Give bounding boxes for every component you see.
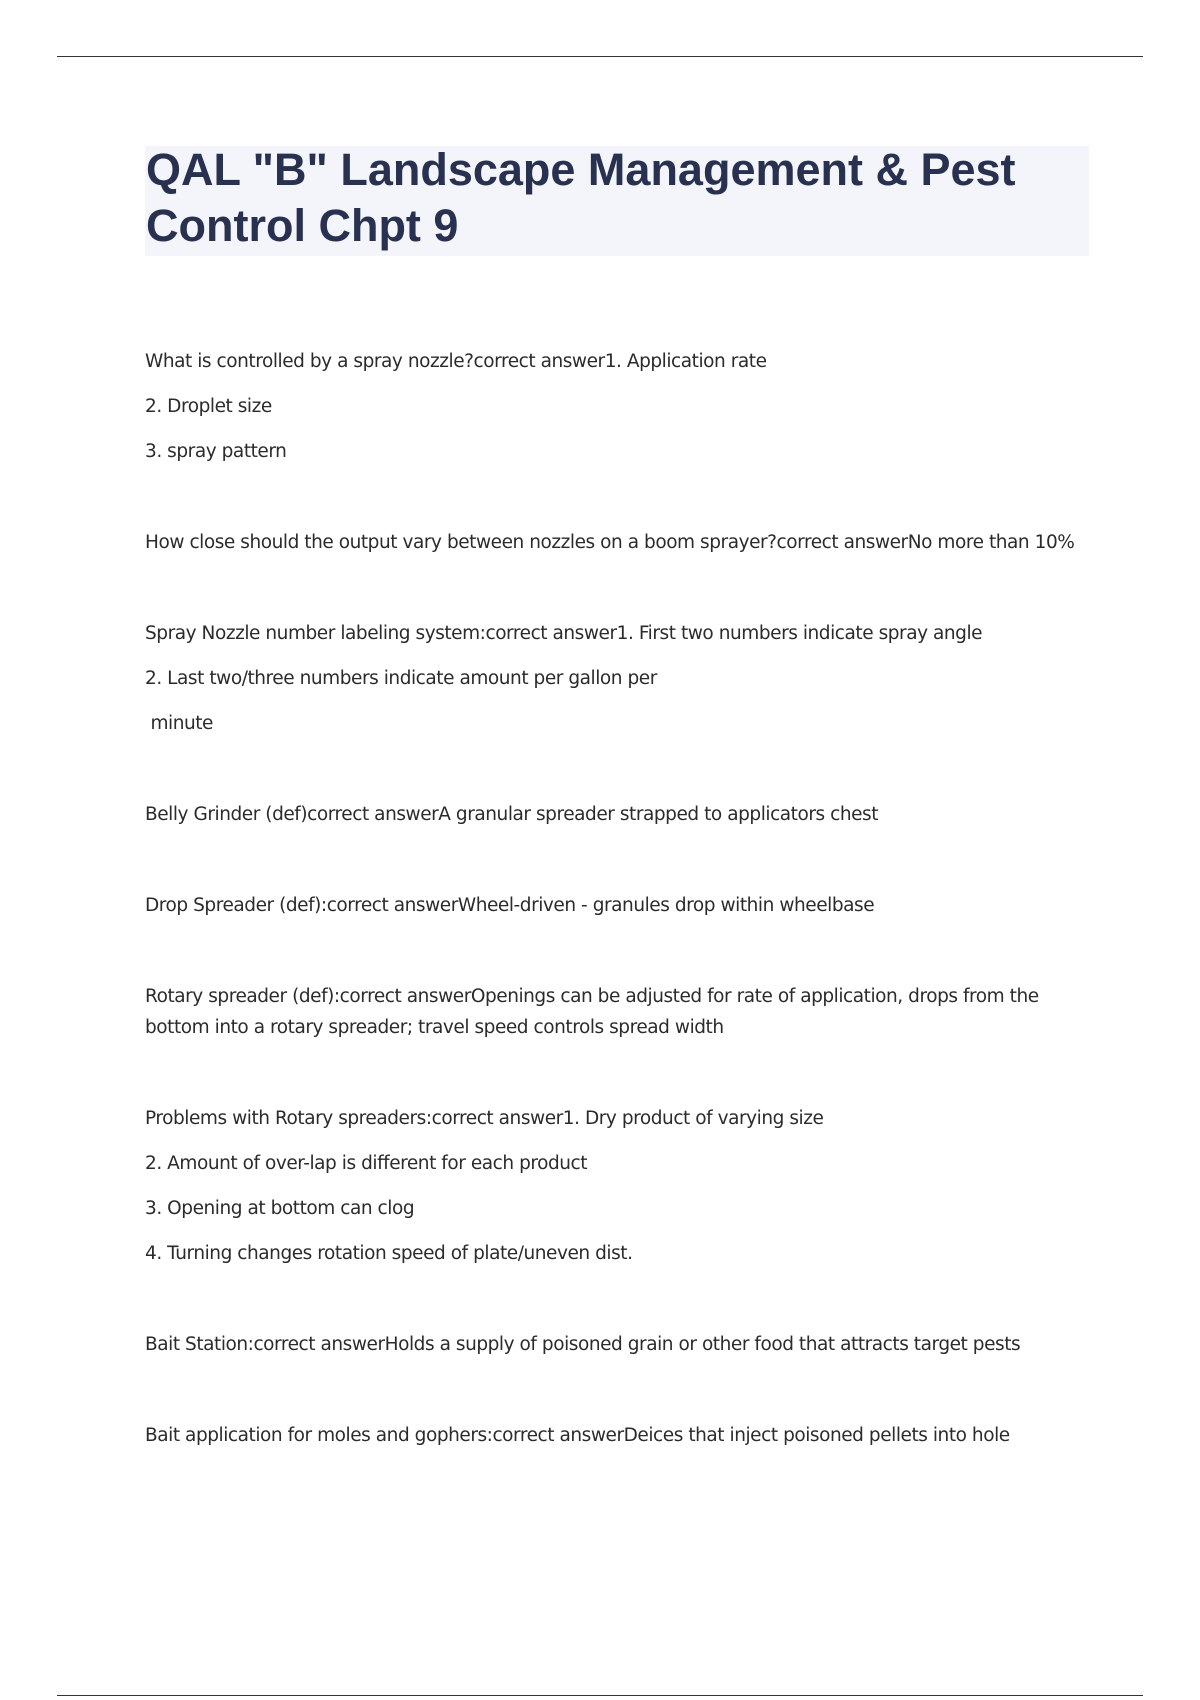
qa-line: 3. spray pattern xyxy=(145,441,287,462)
top-rule xyxy=(57,56,1143,57)
qa-line: Rotary spreader (def):correct answerOpenings can be adjusted for rate of application, drops from the bottom into a rotary spreader; travel speed controls spread width xyxy=(145,986,1045,1038)
qa-item xyxy=(145,981,1100,1043)
qa-line: 3. Opening at bottom can clog xyxy=(145,1198,415,1219)
qa-item xyxy=(145,346,1100,467)
qa-item xyxy=(145,1420,1100,1451)
document-title: QAL "B" Landscape Management & Pest Control Chpt 9 xyxy=(146,144,1016,251)
qa-line: Bait application for moles and gophers:correct answerDeices that inject poisoned pellets into hole xyxy=(145,1425,1010,1446)
qa-line: Spray Nozzle number labeling system:correct answer1. First two numbers indicate spray angle xyxy=(145,623,983,644)
qa-line: minute xyxy=(145,713,213,734)
qa-line: What is controlled by a spray nozzle?correct answer1. Application rate xyxy=(145,351,767,372)
qa-item xyxy=(145,1103,1100,1269)
qa-line: Belly Grinder (def)correct answerA granular spreader strapped to applicators chest xyxy=(145,804,879,825)
qa-item xyxy=(145,527,1100,558)
qa-item xyxy=(145,799,1100,830)
qa-line: How close should the output vary between nozzles on a boom sprayer?correct answerNo more than 10% xyxy=(145,532,1075,553)
qa-line: Drop Spreader (def):correct answerWheel-driven - granules drop within wheelbase xyxy=(145,895,875,916)
qa-line: 2. Droplet size xyxy=(145,396,272,417)
qa-item xyxy=(145,618,1100,739)
qa-item xyxy=(145,1329,1100,1360)
qa-item xyxy=(145,890,1100,921)
qa-line: 2. Last two/three numbers indicate amount per gallon per xyxy=(145,668,657,689)
qa-line: 4. Turning changes rotation speed of plate/uneven dist. xyxy=(145,1243,633,1264)
bottom-rule xyxy=(57,1695,1143,1696)
document-body xyxy=(145,346,1100,1511)
qa-line: Problems with Rotary spreaders:correct answer1. Dry product of varying size xyxy=(145,1108,824,1129)
qa-line: Bait Station:correct answerHolds a supply of poisoned grain or other food that attracts target pests xyxy=(145,1334,1021,1355)
qa-line: 2. Amount of over-lap is different for each product xyxy=(145,1153,588,1174)
